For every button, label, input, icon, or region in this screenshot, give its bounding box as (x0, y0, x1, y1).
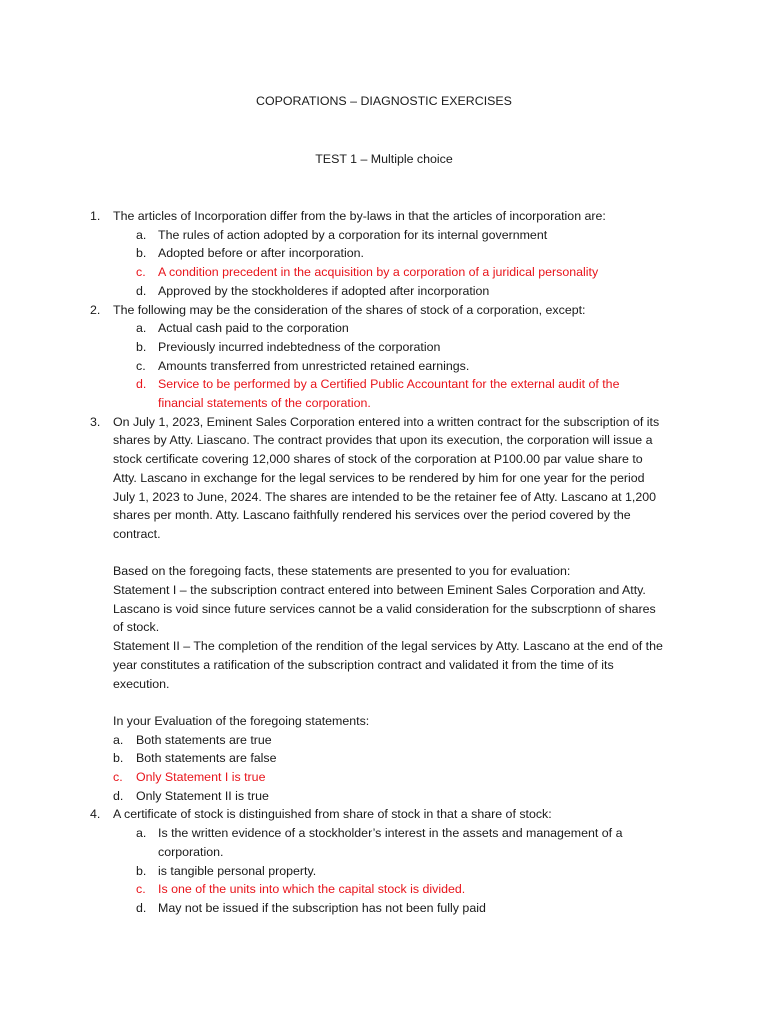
option-letter: d. (136, 283, 147, 298)
option-text: Amounts transferred from unrestricted retained earnings. (158, 358, 470, 373)
spacer (0, 693, 768, 712)
question-3 (0, 413, 768, 544)
option-text: The rules of action adopted by a corporation for its internal government (158, 227, 548, 242)
option-4a (0, 824, 768, 861)
question-number: 3. (90, 414, 101, 429)
questions-list (0, 207, 768, 918)
question-4 (0, 805, 768, 824)
option-letter: c. (136, 882, 146, 897)
option-letter: a. (136, 321, 147, 336)
option-letter: d. (113, 788, 124, 803)
question-number: 2. (90, 302, 101, 317)
option-letter: b. (113, 751, 124, 766)
option-2a (0, 319, 768, 338)
option-letter: a. (136, 227, 147, 242)
option-text: Service to be performed by a Certified Public Accountant for the external audit of the financial statements of the corporation. (158, 377, 620, 411)
question-text: The articles of Incorporation differ from the by-laws in that the articles of incorporation are: (113, 209, 606, 223)
option-text: Adopted before or after incorporation. (158, 246, 364, 261)
option-letter: c. (113, 770, 123, 785)
option-4b (0, 862, 768, 881)
option-letter: b. (136, 246, 147, 261)
option-letter: a. (136, 826, 147, 841)
question-number: 4. (90, 807, 101, 822)
document-title: COPORATIONS – DIAGNOSTIC EXERCISES (256, 94, 512, 108)
option-letter: b. (136, 339, 147, 354)
option-letter: d. (136, 377, 147, 392)
statement-1: Statement I – the subscription contract entered into between Eminent Sales Corporation and Atty. Lascano is void since future services cannot be a valid consideration for the subscrptionn of shares of stock. (113, 583, 656, 635)
option-text: is tangible personal property. (158, 863, 317, 878)
option-text: A condition precedent in the acquisition by a corporation of a juridical personality (158, 265, 599, 280)
spacer (0, 544, 768, 563)
option-4c-answer (0, 880, 768, 899)
option-text: Only Statement II is true (136, 788, 269, 803)
test-heading: TEST 1 – Multiple choice (315, 152, 453, 166)
option-3b (0, 749, 768, 768)
option-letter: a. (113, 732, 124, 747)
statement-2: Statement II – The completion of the rendition of the legal services by Atty. Lascano at the end of the year constitutes a ratification of the subscription contract and validated it from the time of its execution. (113, 639, 663, 691)
option-text: Only Statement I is true (136, 770, 266, 785)
option-letter: b. (136, 863, 147, 878)
option-text: Is one of the units into which the capital stock is divided. (158, 882, 466, 897)
option-text: Approved by the stockholderes if adopted after incorporation (158, 283, 490, 298)
option-1a (0, 226, 768, 245)
option-1c-answer (0, 263, 768, 282)
option-2c (0, 357, 768, 376)
option-letter: c. (136, 265, 146, 280)
option-text: May not be issued if the subscription has not been fully paid (158, 900, 486, 915)
option-text: Both statements are false (136, 751, 277, 766)
option-1d (0, 282, 768, 301)
question-number: 1. (90, 209, 101, 223)
question-2 (0, 301, 768, 320)
question-3-prompt: In your Evaluation of the foregoing statements: (113, 713, 370, 728)
option-3a (0, 731, 768, 750)
option-3d (0, 787, 768, 806)
option-4d (0, 899, 768, 918)
question-3-intro: Based on the foregoing facts, these statements are presented to you for evaluation: (113, 564, 571, 579)
option-text: Previously incurred indebtedness of the corporation (158, 339, 441, 354)
question-1 (0, 207, 768, 226)
question-text: On July 1, 2023, Eminent Sales Corporation entered into a written contract for the subscription of its shares by Atty. Liascano. The contract provides that upon its execution, the corporation will issue a stock certificate covering 12,000 shares of stock of the corporation at P100.00 par value share to Atty. Lascano in exchange for the legal services to be rendered by him for one year for the period July 1, 2023 to June, 2024. The shares are intended to be the retainer fee of Atty. Lascano at 1,200 shares per month. Atty. Lascano faithfully rendered his services over the period covered by the contract. (113, 414, 660, 541)
option-text: Actual cash paid to the corporation (158, 321, 349, 336)
option-2d-answer (0, 375, 768, 412)
option-3c-answer (0, 768, 768, 787)
option-1b (0, 244, 768, 263)
option-letter: c. (136, 358, 146, 373)
question-text: A certificate of stock is distinguished from share of stock in that a share of stock: (113, 807, 552, 822)
question-text: The following may be the consideration of the shares of stock of a corporation, except: (113, 302, 586, 317)
option-letter: d. (136, 900, 147, 915)
option-text: Both statements are true (136, 732, 272, 747)
option-2b (0, 338, 768, 357)
option-text: Is the written evidence of a stockholder’s interest in the assets and management of a corporation. (158, 826, 623, 859)
